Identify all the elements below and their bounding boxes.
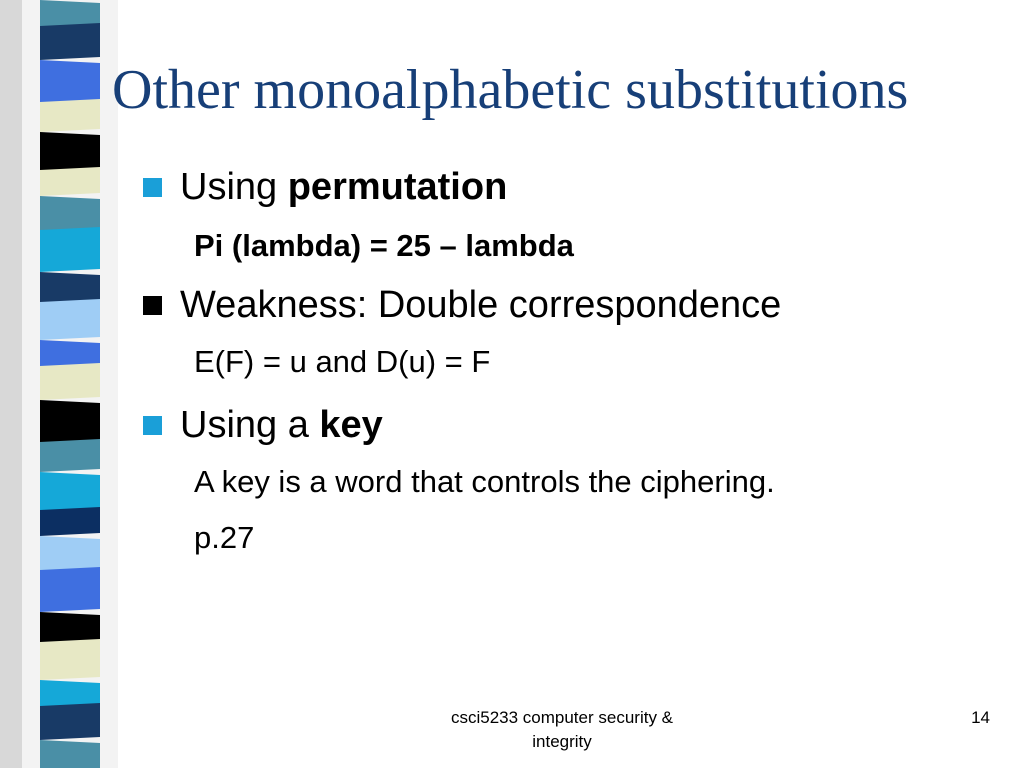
bullet-using-permutation — [143, 164, 1003, 210]
stripe-block — [40, 639, 100, 680]
stripe-block — [40, 99, 100, 132]
stripe-block — [40, 400, 100, 445]
stripe-block — [40, 567, 100, 612]
sub-item-correspondence: E(F) = u and D(u) = F — [194, 344, 491, 379]
stripe-block — [40, 299, 100, 340]
stripe-block — [40, 472, 100, 513]
stripe-block — [40, 507, 100, 536]
sub-item-key-definition: A key is a word that controls the ciphering. — [194, 464, 775, 499]
stripe-block — [40, 363, 100, 400]
footer-course-name — [412, 706, 712, 754]
sub-item-formula: Pi (lambda) = 25 – lambda — [194, 228, 574, 263]
bullet-using-key — [143, 402, 1003, 448]
stripe-block — [40, 196, 100, 233]
stripe-block — [40, 132, 100, 173]
stripe-block — [40, 703, 100, 740]
stripe-block — [40, 23, 100, 60]
footer-line-2: integrity — [532, 732, 592, 751]
square-bullet-icon — [143, 178, 162, 197]
sub-item-page-reference: p.27 — [194, 520, 255, 555]
bullet-text: Weakness: Double correspondence — [180, 284, 782, 326]
slide-title: Other monoalphabetic substitutions — [112, 59, 909, 121]
slide-number: 14 — [971, 708, 990, 727]
slide-body — [143, 164, 1003, 558]
stripe-block — [40, 227, 100, 272]
stripe-block — [40, 439, 100, 472]
stripe-block — [40, 167, 100, 196]
stripe-block — [40, 740, 100, 768]
stripe-block — [40, 60, 100, 105]
bullet-weakness — [143, 282, 1003, 328]
bullet-text: Using permutation — [180, 166, 508, 208]
decorative-stripe-bar — [0, 0, 118, 768]
square-bullet-icon — [143, 296, 162, 315]
footer-line-1: csci5233 computer security & — [450, 708, 674, 727]
square-bullet-icon — [143, 416, 162, 435]
bullet-text: Using a key — [180, 404, 383, 446]
